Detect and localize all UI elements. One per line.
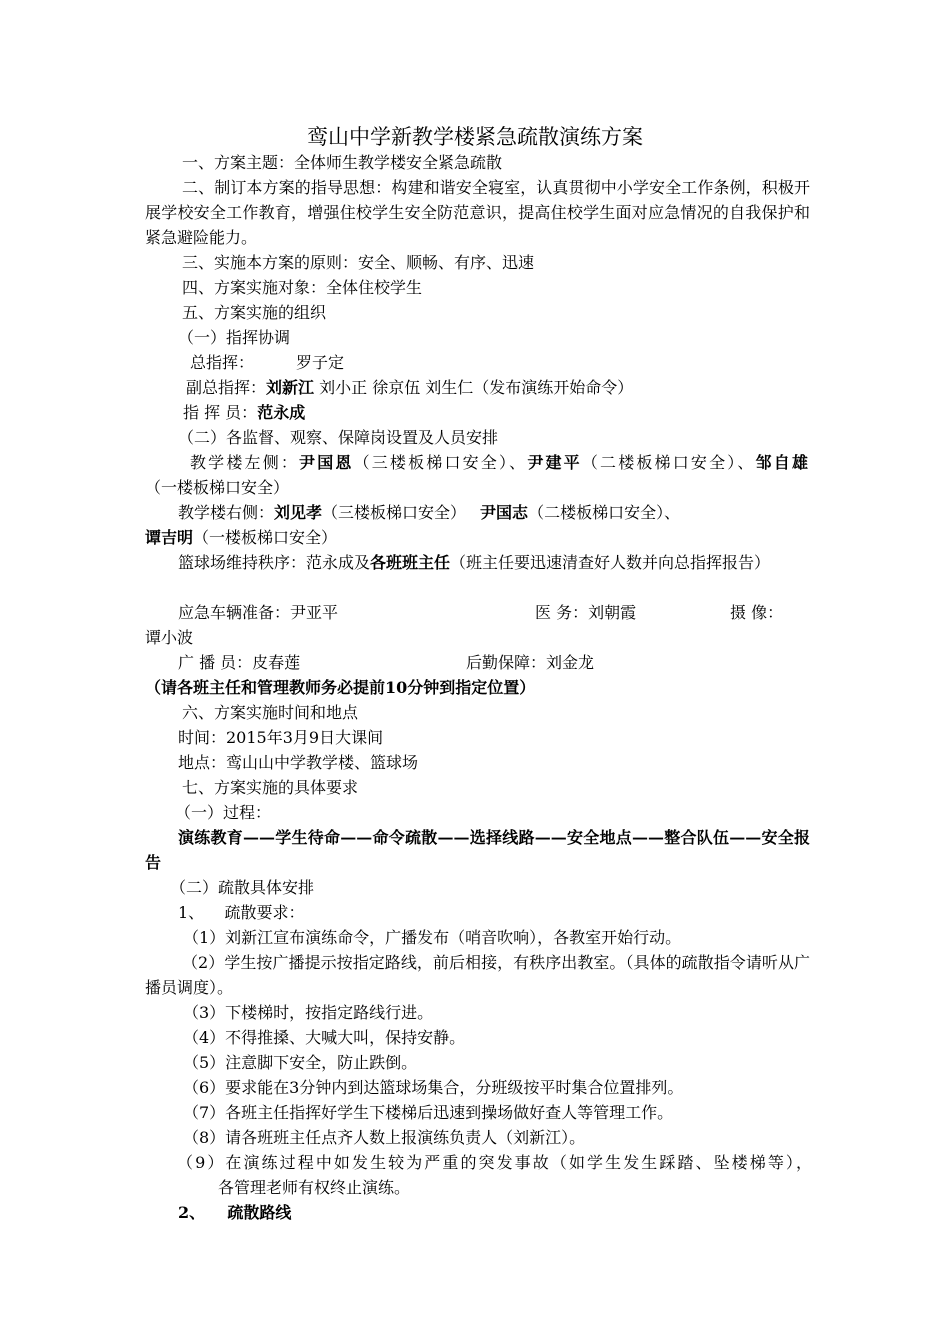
route-heading: 2、 疏散路线: [178, 1203, 292, 1222]
left-person-1: 尹国恩: [299, 453, 354, 472]
section-6-time-place: 六、方案实施时间和地点: [182, 703, 359, 722]
section-3-principles: 三、实施本方案的原则：安全、顺畅、有序、迅速: [182, 253, 535, 272]
logistics-line: 后勤保障：刘金龙: [466, 653, 595, 672]
right-label: 教学楼右侧：: [178, 503, 275, 522]
subsection-process: （一）过程：: [175, 803, 272, 822]
right-post-2: （二楼板梯口安全）、: [528, 503, 681, 522]
requirement-2: （2）学生按广播提示按指定路线，前后相接，有秩序出教室。（具体的疏散指令请听从广播员调度）。: [145, 953, 810, 997]
left-post-1: （三楼板梯口安全）、: [353, 453, 528, 472]
requirement-7: （7）各班主任指挥好学生下楼梯后迅速到操场做好查人等管理工作。: [183, 1103, 674, 1122]
director-label: 指 挥 员：: [183, 403, 258, 422]
camera-name: 谭小波: [145, 628, 194, 647]
left-person-3: 邹自雄: [755, 453, 808, 472]
court-text-bold: 各班班主任: [370, 553, 451, 572]
subsection-arrangement: （二）疏散具体安排: [170, 878, 315, 897]
right-side-line-1: [178, 500, 680, 525]
court-text-a: 篮球场维持秩序：范永成及: [178, 553, 371, 572]
process-flow: 演练教育——学生待命——命令疏散——选择线路——安全地点——整合队伍——安全报告: [145, 828, 810, 872]
right-post-3: （一楼板梯口安全）: [193, 528, 338, 547]
requirement-9-line-1: （9）在演练过程中如发生较为严重的突发事故（如学生发生踩踏、坠楼梯等），: [177, 1153, 812, 1172]
left-label: 教学楼左侧：: [190, 453, 300, 472]
section-1-theme: 一、方案主题：全体师生教学楼安全紧急疏散: [182, 153, 503, 172]
section-2-guiding-idea: 二、制订本方案的指导思想：构建和谐安全寝室，认真贯彻中小学安全工作条例，积极开展学校安全工作教育，增强住校学生安全防范意识，提高住校学生面对应急情况的自我保护和紧急避险能力。: [145, 178, 810, 247]
camera-label: 摄 像：: [730, 603, 784, 622]
requirement-6: （6）要求能在3分钟内到达篮球场集合，分班级按平时集合位置排列。: [183, 1078, 684, 1097]
right-person-2: 尹国志: [480, 503, 529, 522]
director-line: [183, 400, 305, 425]
subsection-posts: （二）各监督、观察、保障岗设置及人员安排: [178, 428, 499, 447]
right-side-line-2: [145, 525, 337, 550]
court-text-c: （班主任要迅速清查好人数并向总指挥报告）: [450, 553, 771, 572]
director-name: 范永成: [257, 403, 306, 422]
place-line: 地点：鸾山山中学教学楼、篮球场: [178, 753, 419, 772]
requirement-8: （8）请各班班主任点齐人数上报演练负责人（刘新江）。: [183, 1128, 586, 1147]
right-post-1: （三楼板梯口安全）: [322, 503, 467, 522]
requirement-3: （3）下楼梯时，按指定路线行进。: [183, 1003, 434, 1022]
subsection-command: （一）指挥协调: [178, 328, 291, 347]
requirements-heading: 1、 疏散要求：: [178, 903, 305, 922]
broadcast-line: 广 播 员：皮春莲: [178, 653, 301, 672]
section-7-requirements: 七、方案实施的具体要求: [182, 778, 359, 797]
deputy-name-primary: 刘新江: [266, 378, 315, 397]
left-post-2: （二楼板梯口安全）、: [581, 453, 756, 472]
requirement-9-line-2: 各管理老师有权终止演练。: [218, 1178, 411, 1197]
requirement-1: （1）刘新江宣布演练命令，广播发布（哨音吹响），各教室开始行动。: [183, 928, 682, 947]
commander-line: [190, 350, 344, 375]
page-title: 鸾山中学新教学楼紧急疏散演练方案: [307, 125, 643, 149]
left-side-line-2: （一楼板梯口安全）: [145, 478, 290, 497]
vehicle-line: 应急车辆准备：尹亚平: [178, 603, 339, 622]
deputy-label: 副总指挥：: [186, 378, 267, 397]
left-side-line-1: [190, 450, 808, 475]
medical-label: 医 务：: [535, 603, 589, 622]
right-person-1: 刘见孝: [274, 503, 323, 522]
section-5-organization: 五、方案实施的组织: [182, 303, 327, 322]
commander-name: 罗子定: [296, 353, 345, 372]
medical-name: 刘朝霞: [588, 603, 637, 622]
deputy-names-rest: 刘小正 徐京伍 刘生仁（发布演练开始命令）: [314, 378, 634, 397]
time-line: 时间：2015年3月9日大课间: [178, 728, 384, 747]
right-person-3: 谭吉明: [145, 528, 194, 547]
left-person-2: 尹建平: [527, 453, 582, 472]
commander-label: 总指挥：: [190, 353, 255, 372]
requirement-5: （5）注意脚下安全，防止跌倒。: [183, 1053, 418, 1072]
arrival-notice: （请各班主任和管理教师务必提前10分钟到指定位置）: [145, 678, 536, 697]
deputy-commander-line: [186, 375, 633, 400]
section-4-target: 四、方案实施对象：全体住校学生: [182, 278, 423, 297]
requirement-4: （4）不得推搡、大喊大叫，保持安静。: [183, 1028, 466, 1047]
basketball-court-order: [145, 550, 810, 575]
medical-line: [535, 600, 636, 625]
